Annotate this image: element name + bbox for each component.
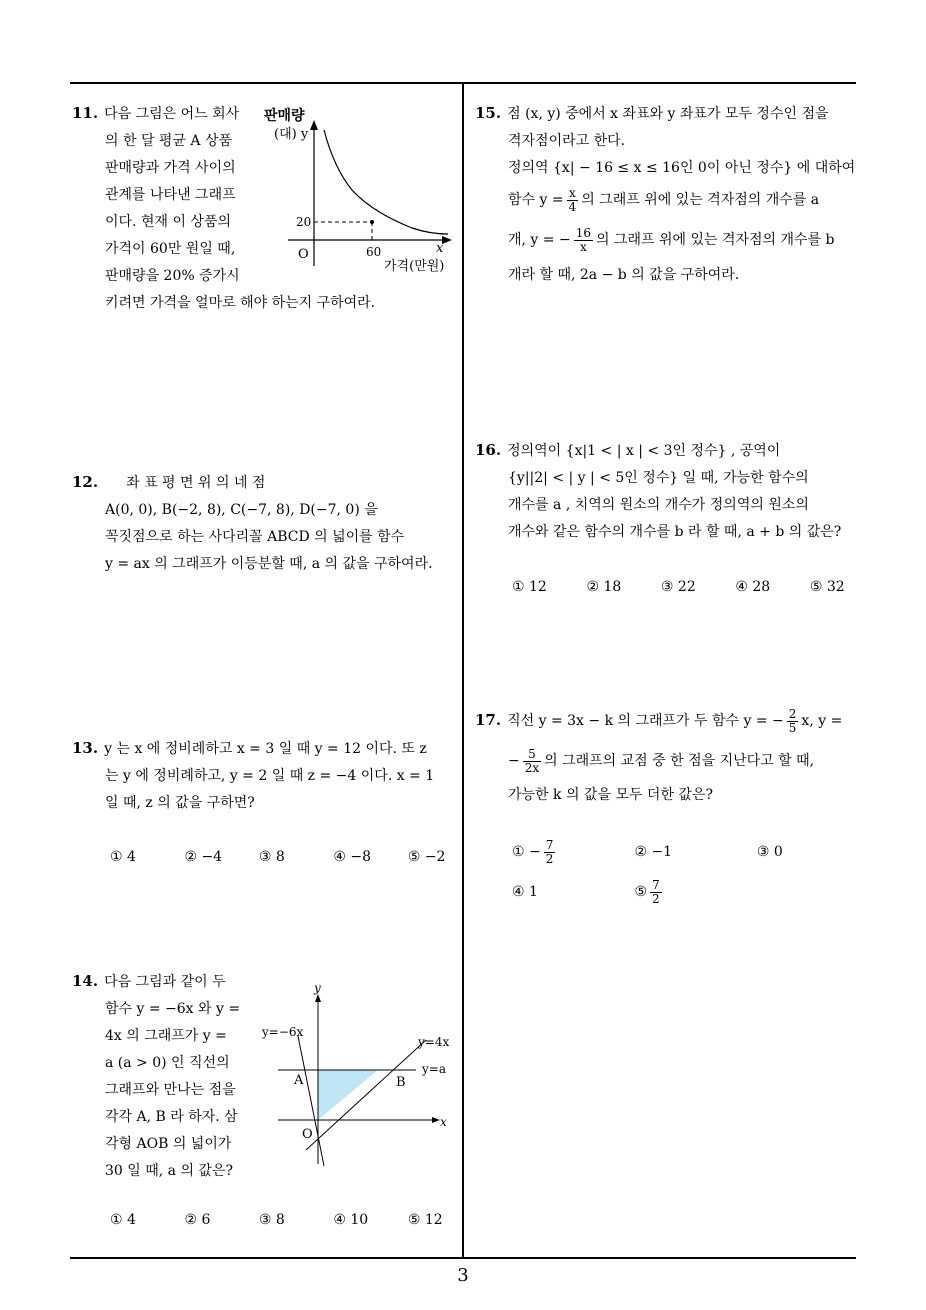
question-text: 점 (x, y) 중에서 x 좌표와 y 좌표가 모두 정수인 점을	[507, 106, 829, 122]
x-var: x	[436, 241, 444, 256]
x-tick: 60	[366, 245, 382, 259]
answer-choices	[110, 849, 445, 865]
question-text: 개수와 같은 함수의 개수를 b 라 할 때, a + b 의 값은?	[508, 524, 842, 540]
question-number: 14.	[72, 972, 99, 990]
question-text: y 는 x 에 정비례하고 x = 3 일 때 y = 12 이다. 또 z	[104, 741, 427, 757]
y-axis-arrow	[315, 994, 321, 1002]
choice[interactable]: ② 6	[184, 1212, 211, 1228]
question-text: 의 그래프 위에 있는 격자점의 개수를 b	[595, 232, 835, 248]
choice[interactable]: ④ 28	[735, 579, 771, 595]
question-13	[72, 735, 462, 817]
triangle-graph	[258, 978, 458, 1168]
choice[interactable]: ① 4	[110, 849, 136, 865]
answer-choices	[512, 832, 783, 912]
line3-label: y=a	[422, 1062, 446, 1076]
question-text: 4x 의 그래프가 y =	[105, 1028, 227, 1044]
question-text: 판매량과 가격 사이의	[105, 160, 236, 176]
question-text: 30 일 때, a 의 값은?	[105, 1163, 233, 1179]
fraction: $\frac{x}{4}$	[568, 185, 577, 214]
question-text: A(0, 0), B(−2, 8), C(−7, 8), D(−7, 0) 을	[105, 502, 378, 518]
question-text: 관계를 나타낸 그래프	[105, 187, 236, 203]
question-text: 격자점이라고 한다.	[508, 133, 626, 149]
question-text: 좌 표 평 면 위 의 네 점	[126, 475, 266, 491]
origin-label: O	[298, 247, 309, 262]
question-text: x, y =	[801, 713, 843, 729]
question-text: 직선 y = 3x − k 의 그래프가 두 함수 y = −	[507, 713, 784, 729]
triangle-aob	[318, 1070, 378, 1120]
question-text: 함수 y =	[508, 192, 564, 208]
question-text: 다음 그림은 어느 회사	[104, 106, 240, 122]
choice[interactable]: ③ 8	[258, 849, 285, 865]
page-number: 3	[457, 1265, 469, 1286]
y-tick: 20	[296, 215, 312, 229]
point-b-label: B	[396, 1075, 406, 1090]
question-text: 키려면 가격을 얼마로 해야 하는지 구하여라.	[105, 295, 376, 311]
choice[interactable]: ⑤ $\frac{7}{2}$	[634, 877, 660, 906]
question-text: −	[508, 753, 520, 769]
sales-price-graph	[262, 104, 462, 276]
y-axis-label: y	[314, 981, 321, 995]
question-text: y = ax 의 그래프가 이등분할 때, a 의 값을 구하여라.	[105, 556, 433, 572]
question-14	[72, 968, 272, 1185]
question-15	[475, 100, 865, 289]
question-text: 꼭짓점으로 하는 사다리꼴 ABCD 의 넓이를 함수	[105, 529, 405, 545]
question-text: 정의역이 {x|1 < | x | < 3인 정수} , 공역이	[507, 443, 781, 459]
question-text: {y||2| < | y | < 5인 정수} 일 때, 가능한 함수의	[508, 470, 809, 486]
fraction: $\frac{2}{5}$	[788, 706, 797, 735]
x-axis-label: x	[440, 1115, 447, 1129]
choice[interactable]: ① 4	[110, 1212, 136, 1228]
curve	[324, 130, 448, 234]
graph-ylabel: 판매량	[264, 108, 305, 124]
question-text: 가능한 k 의 값을 모두 더한 값은?	[508, 787, 713, 803]
question-text: 판매량을 20% 증가시	[105, 268, 240, 284]
choice[interactable]: ⑤ −2	[407, 849, 446, 865]
question-16	[475, 437, 865, 546]
question-number: 16.	[475, 441, 502, 459]
question-text: 개라 할 때, 2a − b 의 값을 구하여라.	[508, 267, 740, 283]
y-axis-arrow	[310, 120, 318, 130]
point	[370, 220, 374, 224]
question-number: 15.	[475, 104, 502, 122]
question-text: 가격이 60만 원일 때,	[105, 241, 236, 257]
question-number: 13.	[72, 739, 99, 757]
question-12	[72, 469, 462, 578]
question-text: 정의역 {x| − 16 ≤ x ≤ 16인 0이 아닌 정수} 에 대하여	[508, 160, 856, 176]
choice[interactable]: ② −4	[184, 849, 223, 865]
fraction: $\frac{16}{x}$	[575, 225, 591, 254]
question-text: 개수를 a , 치역의 원소의 개수가 정의역의 원소의	[508, 497, 809, 513]
fraction: $\frac{5}{2x}$	[524, 746, 540, 775]
choice[interactable]: ③ 22	[660, 579, 696, 595]
choice[interactable]: ④ −8	[333, 849, 371, 865]
choice[interactable]: ① 12	[512, 579, 547, 595]
choice[interactable]: ④ 10	[333, 1212, 369, 1228]
question-text: 개, y = −	[508, 232, 571, 248]
choice[interactable]: ① − $\frac{7}{2}$	[512, 837, 554, 866]
answer-choices	[110, 1212, 443, 1228]
question-text: 의 그래프의 교점 중 한 점을 지난다고 할 때,	[544, 753, 815, 769]
question-text: 각각 A, B 라 하자. 삼	[105, 1109, 238, 1125]
question-text: 의 그래프 위에 있는 격자점의 개수를 a	[581, 192, 820, 208]
question-text: 의 한 달 평균 A 상품	[105, 133, 233, 149]
question-text: 다음 그림과 같이 두	[104, 974, 226, 990]
question-text: 각형 AOB 의 넓이가	[105, 1136, 232, 1152]
question-text: 이다. 현재 이 상품의	[105, 214, 231, 230]
answer-choices	[512, 579, 845, 595]
question-text: a (a > 0) 인 직선의	[105, 1055, 230, 1071]
origin-label: O	[302, 1127, 313, 1142]
question-text: 그래프와 만나는 점을	[105, 1082, 236, 1098]
graph-xlabel: 가격(만원)	[384, 259, 445, 274]
question-number: 12.	[72, 473, 99, 491]
question-text: 함수 y = −6x 와 y =	[105, 1001, 241, 1017]
point-a-label: A	[294, 1073, 304, 1088]
x-axis-arrow	[432, 1117, 440, 1123]
graph-ylabel-unit: (대) y	[274, 127, 309, 142]
choice[interactable]: ⑤ 32	[809, 579, 845, 595]
question-number: 11.	[72, 104, 99, 122]
question-17	[475, 700, 865, 809]
choice[interactable]: ⑤ 12	[407, 1212, 443, 1228]
x-axis-arrow	[442, 236, 452, 244]
question-number: 17.	[475, 711, 502, 729]
choice[interactable]: ④ 1	[512, 884, 538, 900]
column-divider	[462, 82, 464, 1259]
choice[interactable]: ③ 8	[258, 1212, 285, 1228]
question-text: 일 때, z 의 값을 구하면?	[105, 795, 255, 811]
choice[interactable]: ③ 0	[756, 844, 783, 860]
choice[interactable]: ② 18	[586, 579, 622, 595]
line2-label: y=4x	[418, 1035, 450, 1049]
question-text: 는 y 에 정비례하고, y = 2 일 때 z = −4 이다. x = 1	[105, 768, 435, 784]
choice[interactable]: ② −1	[634, 844, 673, 860]
line1-label: y=−6x	[262, 1025, 304, 1039]
